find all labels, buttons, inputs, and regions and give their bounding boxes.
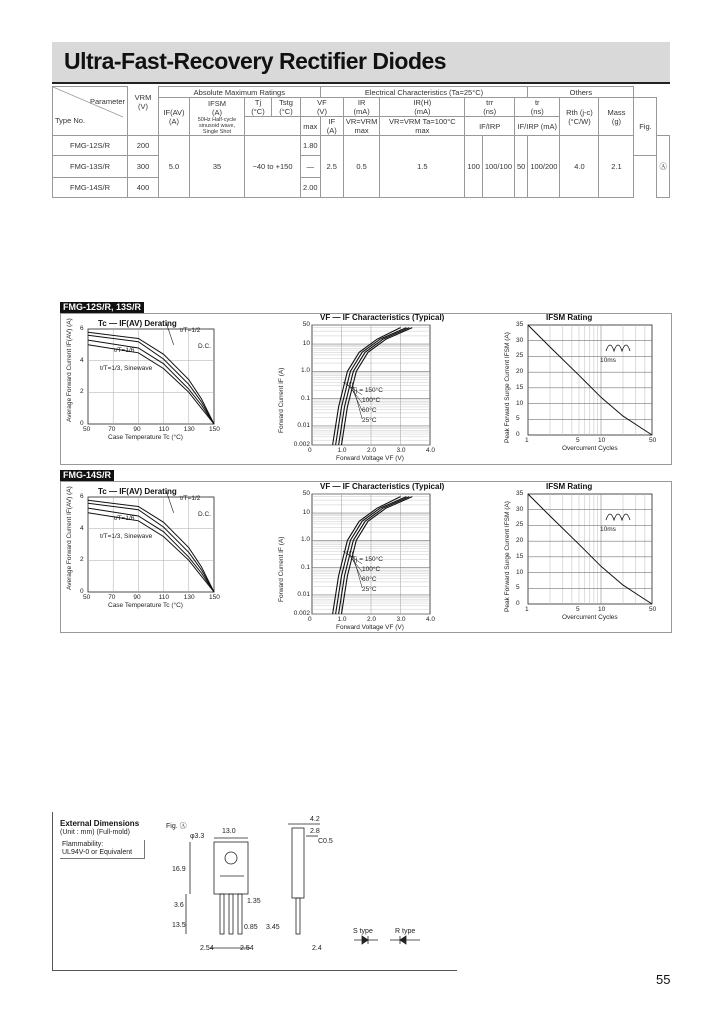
x-axis-label: Overcurrent Cycles	[562, 614, 618, 621]
dim-depth: 4.2	[310, 816, 320, 823]
y-axis-label: Average Forward Current IF(AV) (A)	[66, 318, 73, 422]
dims-title: External Dimensions	[60, 819, 140, 828]
y-tick-label: 20	[516, 537, 524, 545]
x-tick-label: 0	[308, 616, 312, 623]
x-axis-label: Case Temperature Tc (°C)	[108, 602, 183, 609]
y-tick-label: 0.002	[293, 610, 310, 617]
x-tick-label: 10	[597, 606, 606, 613]
x-tick-label: 4.0	[426, 616, 436, 623]
x-axis-label: Case Temperature Tc (°C)	[108, 434, 183, 441]
spec-table: Parameter Type No. VRM (V) Absolute Maximum Ratings Electrical Characteristics (Ta=25°C) Others IF(AV) (A) IFSM (A) 50Hz Half-cycle sinusoid wave, Single Shot Tj (°C) Tstg (°C) VF (V) IR (mA) IR(H) (mA) trr (ns) tr (ns) Rth (j-c) (°C/W) Mass (g) Fig. max IF (A) VR=VRM max VR=VRM Ta=100°C max IF/IRP IF/IRP (mA) FMG-12S/R 200 5.0 35 −40 to +150 1.80 2.5 0.5 1.5 100 100/100 50 100/200 4.0 2.1 Ⓐ FMG-13S/R 300 — FMG-14S/R 400 2.00	[52, 86, 670, 198]
r-type-label: R type	[395, 928, 416, 935]
x-axis-label: Forward Voltage VF (V)	[336, 624, 404, 631]
x-tick-label: 3.0	[396, 447, 406, 454]
tstg-head: Tstg (°C)	[272, 98, 301, 117]
y-tick-label: 20	[516, 368, 524, 376]
dim-pitch2: 2.54	[240, 945, 254, 952]
x-axis-label: Overcurrent Cycles	[562, 445, 618, 452]
x-tick-label: 150	[209, 594, 220, 601]
x-tick-label: 110	[158, 594, 169, 601]
dim-offset: 3.45	[266, 924, 280, 931]
y-tick-label: 0.1	[300, 394, 310, 402]
irh-head: IR(H) (mA)	[380, 98, 465, 117]
legend-tt-third: t/T=1/3, Sinewave	[100, 365, 153, 372]
dims-fig: Fig. Ⓐ	[166, 823, 187, 830]
temp-label: 60°C	[362, 576, 377, 583]
y-tick-label: 0.01	[297, 421, 310, 429]
y-tick-label: 50	[302, 490, 310, 497]
x-tick-label: 50	[649, 606, 657, 613]
param-label: Parameter	[89, 97, 125, 106]
y-axis-label: Forward Current IF (A)	[278, 367, 285, 433]
rth-head: Rth (j-c) (°C/W)	[560, 98, 599, 136]
temp-label: 60°C	[362, 407, 377, 414]
y-tick-label: 5	[516, 584, 520, 592]
others-group: Others	[528, 87, 634, 98]
dim-lead-total: 13.5	[172, 922, 186, 929]
y-tick-label: 1.0	[300, 536, 310, 544]
x-tick-label: 70	[108, 426, 116, 433]
x-tick-label: 4.0	[426, 447, 436, 454]
y-tick-label: 10	[516, 399, 524, 407]
x-tick-label: 90	[133, 594, 141, 601]
x-tick-label: 1.0	[337, 616, 347, 623]
legend-dc: D.C.	[198, 511, 211, 518]
legend-tt-sixth: t/T=1/6	[114, 515, 135, 522]
y-axis-label: Average Forward Current IF(AV) (A)	[66, 486, 73, 590]
flame-value: UL94V-0 or Equivalent	[62, 849, 133, 856]
y-tick-label: 30	[516, 336, 524, 344]
x-tick-label: 50	[649, 437, 657, 444]
legend-tt-sixth: t/T=1/6	[114, 347, 135, 354]
x-tick-label: 150	[209, 426, 220, 433]
temp-label: Tj = 150°C	[352, 556, 383, 563]
section-label-1: FMG-12S/R, 13S/R	[60, 302, 144, 313]
x-tick-label: 1	[525, 606, 529, 613]
y-tick-label: 0	[80, 588, 84, 595]
y-tick-label: 35	[516, 321, 524, 328]
y-tick-label: 50	[302, 321, 310, 328]
y-tick-label: 0.1	[300, 563, 310, 571]
temp-label: 100°C	[362, 566, 381, 573]
y-tick-label: 15	[516, 552, 524, 560]
tj-head: Tj (°C)	[245, 98, 272, 117]
x-tick-label: 5	[576, 437, 580, 444]
y-axis-label: Peak Forward Surge Current IFSM (A)	[504, 501, 511, 612]
legend-dc: D.C.	[198, 343, 211, 350]
inset-period-label: 10ms	[600, 526, 616, 533]
y-tick-label: 5	[516, 415, 520, 423]
dim-pitch1: 2.54	[200, 945, 214, 952]
table-row: FMG-13S/R	[53, 156, 128, 178]
x-tick-label: 130	[183, 594, 195, 601]
x-tick-label: 1	[525, 437, 529, 444]
x-tick-label: 90	[133, 426, 141, 433]
y-axis-label: Peak Forward Surge Current IFSM (A)	[504, 332, 511, 443]
temp-label: 25°C	[362, 586, 377, 593]
table-row: FMG-14S/R	[53, 178, 128, 198]
elec-group: Electrical Characteristics (Ta=25°C)	[320, 87, 528, 98]
y-tick-label: 0.01	[297, 590, 310, 598]
page-title: Ultra-Fast-Recovery Rectifier Diodes	[64, 48, 447, 74]
dim-lead: 1.35	[247, 898, 261, 905]
ir-head: IR (mA)	[343, 98, 379, 117]
y-axis-label: Forward Current IF (A)	[278, 536, 285, 602]
derating-title: Tc — IF(AV) Derating	[98, 319, 177, 328]
fig-head: Fig.	[634, 98, 657, 156]
y-tick-label: 1.0	[300, 367, 310, 375]
dim-hole: φ3.3	[190, 833, 205, 840]
temp-label: 25°C	[362, 417, 377, 424]
temp-label: Tj = 150°C	[352, 387, 383, 394]
tr-head: tr (ns)	[515, 98, 560, 117]
section-label-2: FMG-14S/R	[60, 470, 114, 481]
x-tick-label: 130	[183, 426, 195, 433]
dim-width: 13.0	[222, 828, 236, 835]
x-tick-label: 110	[158, 426, 169, 433]
y-tick-label: 0	[516, 600, 520, 607]
derating-title: Tc — IF(AV) Derating	[98, 487, 177, 496]
y-tick-label: 25	[516, 352, 524, 360]
y-tick-label: 6	[80, 325, 84, 332]
inset-period-label: 10ms	[600, 357, 616, 364]
x-tick-label: 50	[83, 426, 91, 433]
dim-height: 16.9	[172, 866, 186, 873]
vf-if-title: VF — IF Characteristics (Typical)	[320, 313, 445, 322]
x-tick-label: 2.0	[367, 616, 377, 623]
y-tick-label: 4	[80, 524, 84, 532]
y-tick-label: 15	[516, 383, 524, 391]
dim-chamfer: C0.5	[318, 838, 333, 845]
y-tick-label: 25	[516, 521, 524, 529]
vrm-head: VRM (V)	[128, 87, 159, 117]
ifsm-head: IFSM (A) 50Hz Half-cycle sinusoid wave, Single Shot	[190, 98, 245, 136]
y-tick-label: 0	[80, 420, 84, 427]
flame-label: Flammability:	[62, 841, 104, 848]
temp-label: 100°C	[362, 397, 381, 404]
x-tick-label: 3.0	[396, 616, 406, 623]
x-tick-label: 50	[83, 594, 91, 601]
y-tick-label: 0.002	[293, 441, 310, 448]
y-tick-label: 10	[302, 340, 310, 348]
x-tick-label: 2.0	[367, 447, 377, 454]
y-tick-label: 0	[516, 431, 520, 438]
y-tick-label: 4	[80, 356, 84, 364]
vf-head: VF (V)	[301, 98, 344, 117]
dim-thick: 2.4	[312, 945, 322, 952]
y-tick-label: 10	[516, 568, 524, 576]
y-tick-label: 30	[516, 505, 524, 513]
table-row: FMG-12S/R	[53, 136, 128, 156]
x-tick-label: 5	[576, 606, 580, 613]
ifav-head: IF(AV) (A)	[159, 98, 190, 136]
x-tick-label: 1.0	[337, 447, 347, 454]
ifsm-title: IFSM Rating	[546, 482, 593, 491]
legend-tt-half: t/T=1/2	[180, 495, 201, 502]
trr-head: trr (ns)	[465, 98, 515, 117]
x-tick-label: 70	[108, 594, 116, 601]
vf-if-title: VF — IF Characteristics (Typical)	[320, 482, 445, 491]
y-tick-label: 2	[80, 556, 84, 564]
mass-head: Mass (g)	[599, 98, 634, 136]
page-number: 55	[656, 972, 671, 987]
legend-tt-half: t/T=1/2	[180, 327, 201, 334]
y-tick-label: 35	[516, 490, 524, 497]
type-no-label: Type No.	[55, 116, 86, 125]
y-tick-label: 10	[302, 509, 310, 517]
dim-lead-l: 3.6	[174, 902, 184, 909]
s-type-label: S type	[353, 928, 373, 935]
legend-tt-third: t/T=1/3, Sinewave	[100, 533, 153, 540]
x-axis-label: Forward Voltage VF (V)	[336, 455, 404, 462]
dim-lead-w: 0.85	[244, 924, 258, 931]
ifsm-title: IFSM Rating	[546, 313, 593, 322]
x-tick-label: 10	[597, 437, 606, 444]
abs-group: Absolute Maximum Ratings	[159, 87, 321, 98]
x-tick-label: 0	[308, 447, 312, 454]
dims-unit: (Unit : mm) (Full-mold)	[60, 829, 130, 836]
y-tick-label: 2	[80, 388, 84, 396]
y-tick-label: 6	[80, 493, 84, 500]
dim-depth2: 2.8	[310, 828, 320, 835]
